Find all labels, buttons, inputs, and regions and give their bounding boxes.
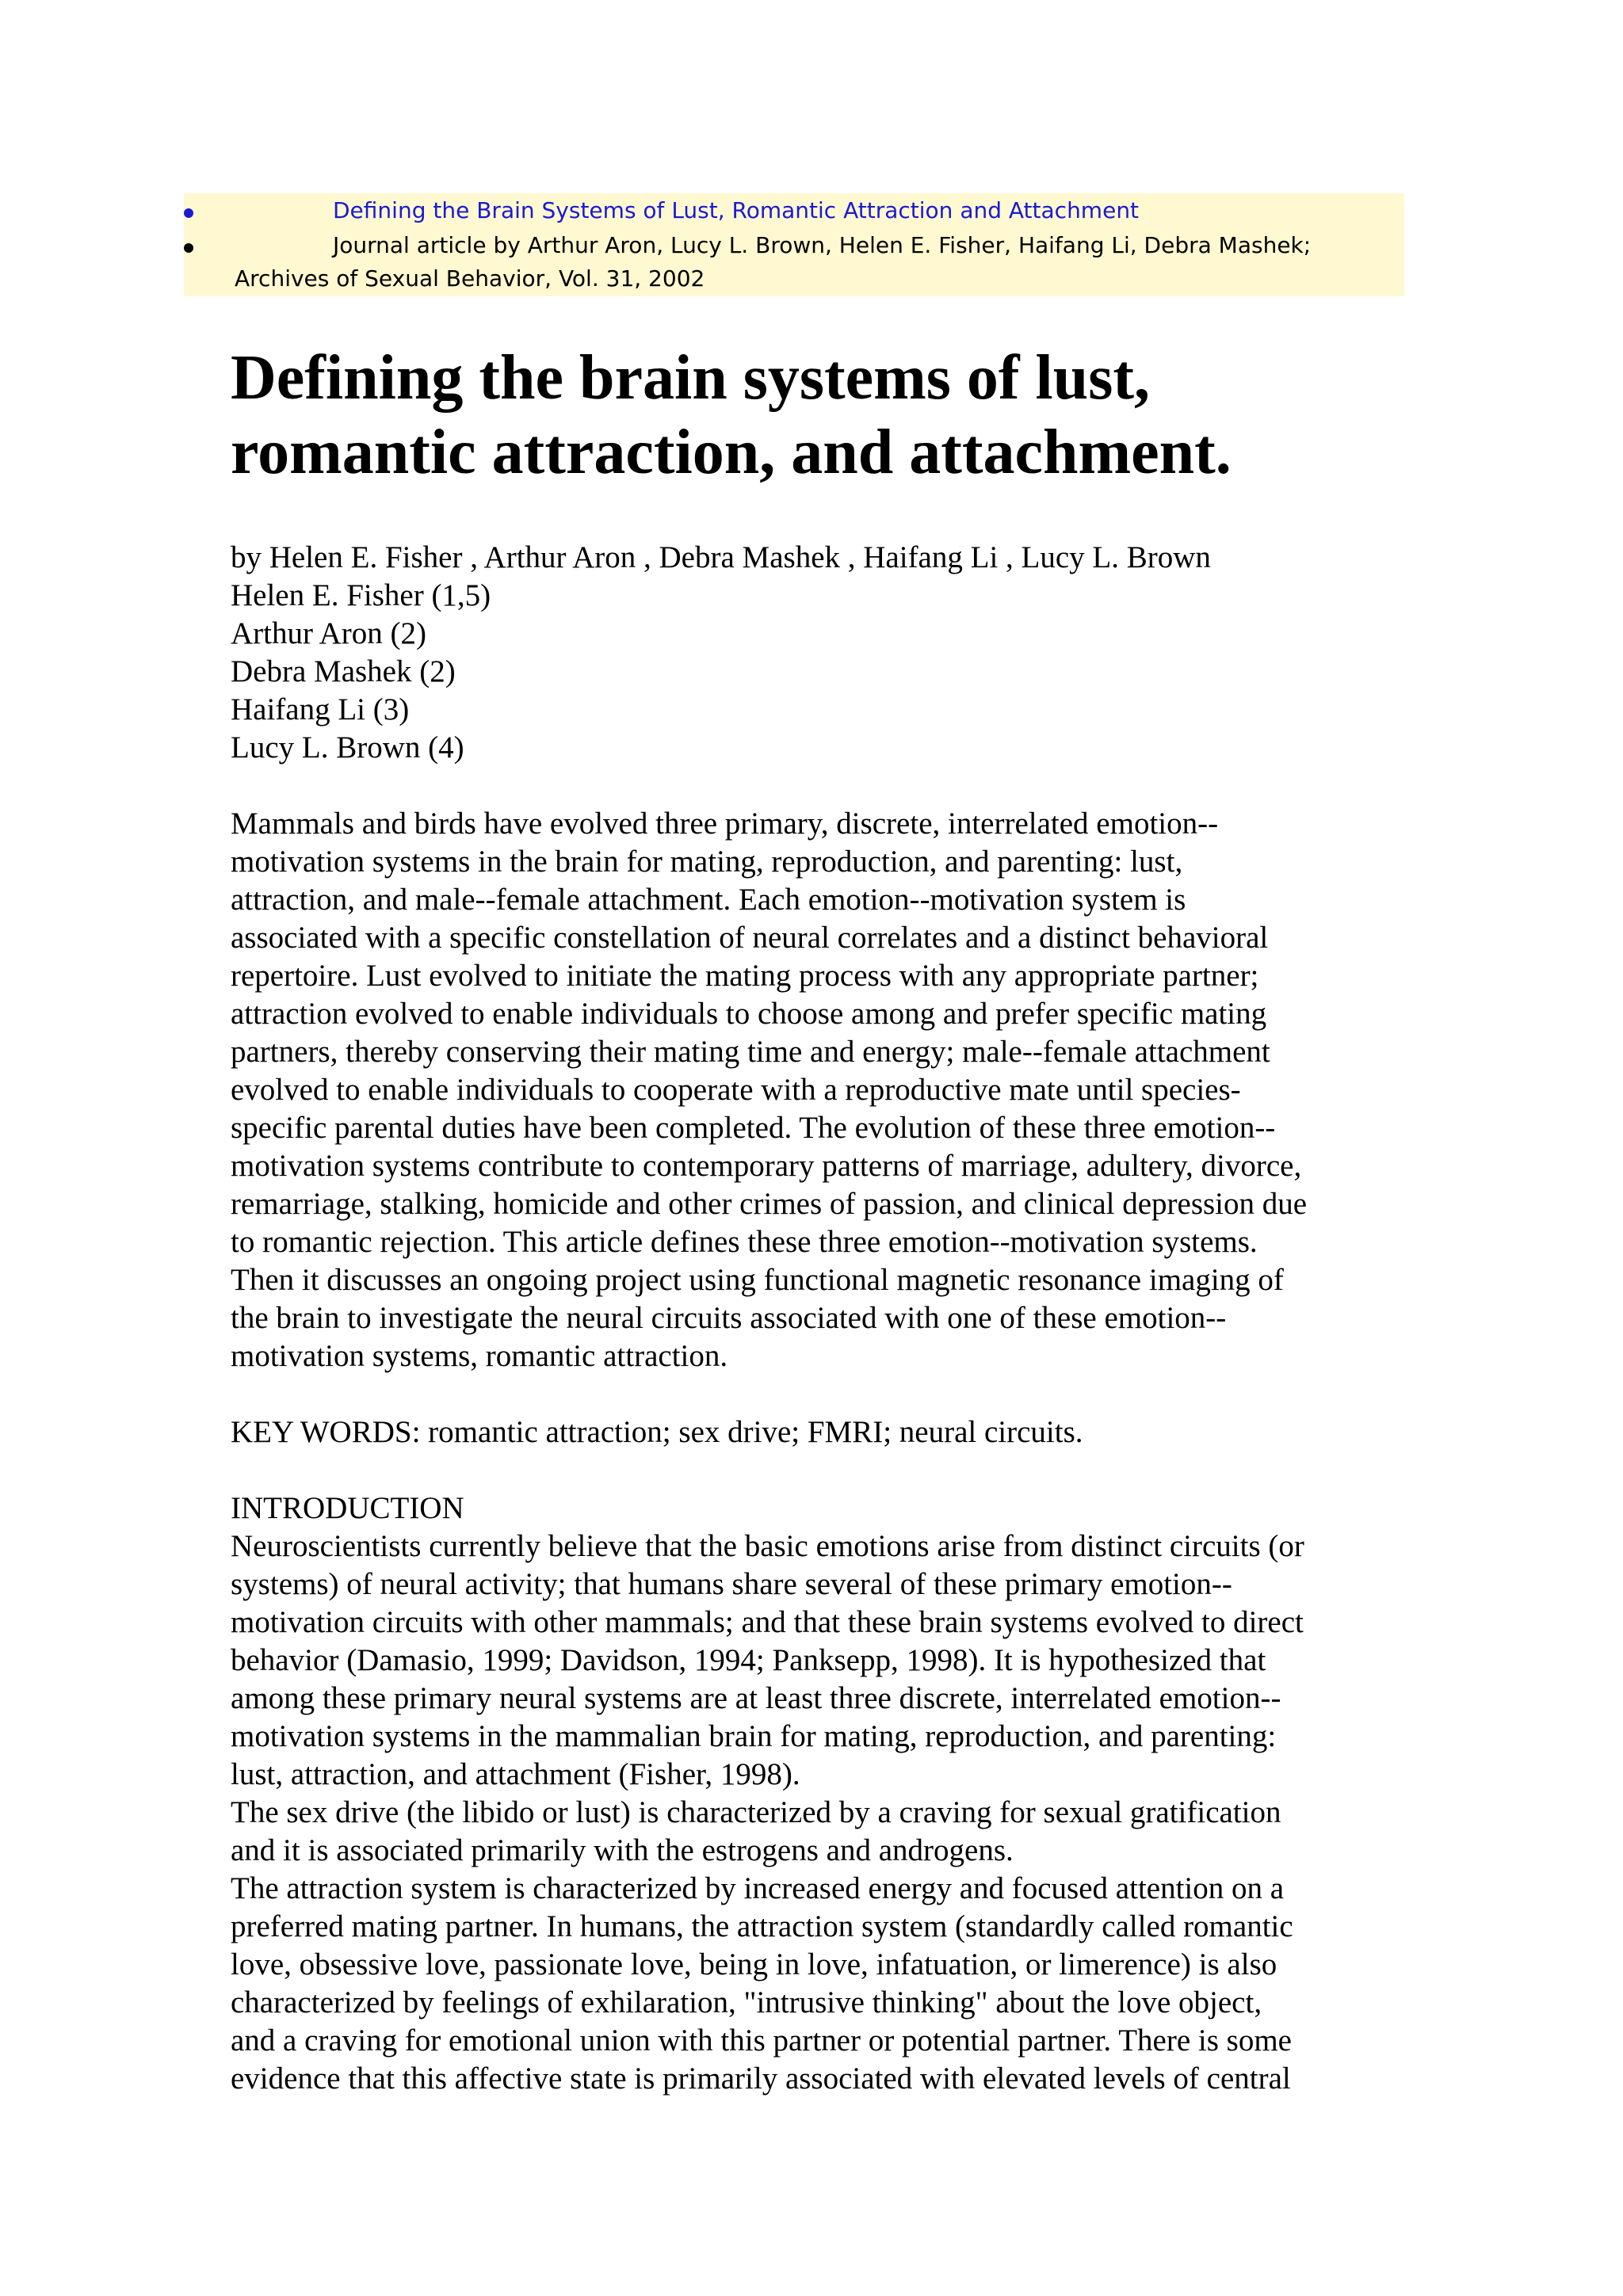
intro-line: evidence that this affective state is primarily associated with elevated levels of central — [231, 2061, 1291, 2096]
author-affiliation: Lucy L. Brown (4) — [231, 730, 464, 765]
author-block — [231, 539, 1403, 767]
abstract-line: motivation systems, romantic attraction. — [231, 1339, 728, 1373]
abstract-line: Mammals and birds have evolved three primary, discrete, interrelated emotion-- — [231, 807, 1219, 841]
intro-line: The sex drive (the libido or lust) is characterized by a craving for sexual gratification — [231, 1795, 1281, 1829]
intro-line: among these primary neural systems are at least three discrete, interrelated emotion-- — [231, 1681, 1281, 1715]
author-affiliation: Haifang Li (3) — [231, 692, 410, 727]
intro-line: characterized by feelings of exhilaration, "intrusive thinking" about the love object, — [231, 1985, 1262, 2019]
article-title-link[interactable]: Defining the Brain Systems of Lust, Romantic Attraction and Attachment — [333, 197, 1140, 223]
author-affiliation: Arthur Aron (2) — [231, 616, 426, 650]
citation-source: Archives of Sexual Behavior, Vol. 31, 2002 — [235, 265, 705, 292]
intro-line: systems) of neural activity; that humans share several of these primary emotion-- — [231, 1567, 1232, 1601]
intro-line: motivation systems in the mammalian brain for mating, reproduction, and parenting: — [231, 1719, 1277, 1753]
abstract-line: motivation systems in the brain for mating, reproduction, and parenting: lust, — [231, 845, 1183, 879]
title-line: Defining the brain systems of lust, — [231, 343, 1151, 413]
intro-line: preferred mating partner. In humans, the attraction system (standardly called romantic — [231, 1909, 1293, 1943]
abstract — [231, 805, 1403, 1375]
title-line: romantic attraction, and attachment. — [231, 418, 1232, 487]
intro-line: love, obsessive love, passionate love, being in love, infatuation, or limerence) is also — [231, 1947, 1277, 1981]
intro-line: Neuroscientists currently believe that the basic emotions arise from distinct circuits (or — [231, 1529, 1304, 1563]
keywords: KEY WORDS: romantic attraction; sex drive; FMRI; neural circuits. — [231, 1415, 1083, 1449]
abstract-line: to romantic rejection. This article defines these three emotion--motivation systems. — [231, 1225, 1258, 1259]
abstract-line: motivation systems contribute to contemporary patterns of marriage, adultery, divorce, — [231, 1149, 1302, 1183]
bullet-icon — [184, 243, 193, 253]
byline: by Helen E. Fisher , Arthur Aron , Debra Mashek , Haifang Li , Lucy L. Brown — [231, 540, 1211, 574]
citation-header — [184, 193, 1404, 296]
abstract-line: attraction, and male--female attachment. Each emotion--motivation system is — [231, 883, 1186, 917]
bullet-icon — [184, 208, 193, 218]
author-affiliation: Helen E. Fisher (1,5) — [231, 578, 491, 612]
author-affiliation: Debra Mashek (2) — [231, 654, 456, 688]
abstract-line: partners, thereby conserving their mating time and energy; male--female attachment — [231, 1035, 1270, 1069]
intro-line: lust, attraction, and attachment (Fisher, 1998). — [231, 1757, 800, 1791]
article-title — [231, 341, 1403, 490]
intro-line: motivation circuits with other mammals; and that these brain systems evolved to direct — [231, 1605, 1304, 1639]
intro-line: and a craving for emotional union with this partner or potential partner. There is some — [231, 2023, 1292, 2058]
section-heading-introduction: INTRODUCTION — [231, 1491, 464, 1525]
abstract-line: specific parental duties have been completed. The evolution of these three emotion-- — [231, 1111, 1276, 1145]
abstract-line: Then it discusses an ongoing project using functional magnetic resonance imaging of — [231, 1263, 1284, 1297]
abstract-line: remarriage, stalking, homicide and other crimes of passion, and clinical depression due — [231, 1187, 1308, 1221]
intro-line: behavior (Damasio, 1999; Davidson, 1994; Panksepp, 1998). It is hypothesized that — [231, 1643, 1266, 1677]
abstract-line: associated with a specific constellation of neural correlates and a distinct behavioral — [231, 921, 1269, 955]
intro-line: and it is associated primarily with the estrogens and androgens. — [231, 1833, 1014, 1867]
abstract-line: evolved to enable individuals to cooperate with a reproductive mate until species- — [231, 1073, 1241, 1107]
article — [231, 341, 1403, 2098]
intro-line: The attraction system is characterized by increased energy and focused attention on a — [231, 1871, 1285, 1905]
introduction-text — [231, 1527, 1403, 2098]
abstract-line: attraction evolved to enable individuals to choose among and prefer specific mating — [231, 997, 1267, 1031]
abstract-line: the brain to investigate the neural circuits associated with one of these emotion-- — [231, 1301, 1227, 1335]
citation-authors: Journal article by Arthur Aron, Lucy L. Brown, Helen E. Fisher, Haifang Li, Debra Mashek; — [333, 232, 1312, 258]
abstract-line: repertoire. Lust evolved to initiate the mating process with any appropriate partner; — [231, 959, 1259, 993]
